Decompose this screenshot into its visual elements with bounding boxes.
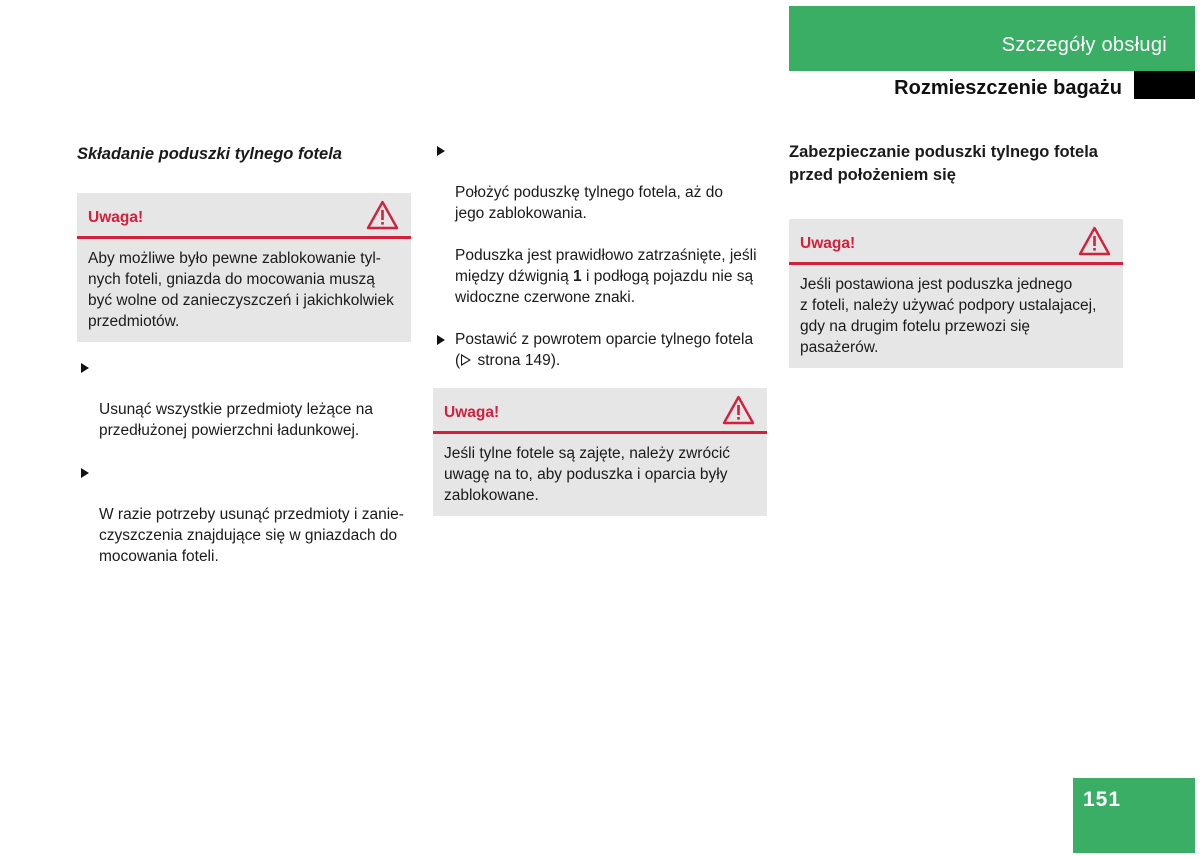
warning-box bbox=[789, 219, 1123, 368]
paragraph-text: Poduszka jest prawidłowo zatrzaśnięte, jeśli między dźwignią bbox=[455, 247, 757, 285]
section-title: Rozmieszczenie bagażu bbox=[894, 77, 1122, 99]
warning-header bbox=[77, 193, 411, 239]
warning-triangle-icon bbox=[722, 395, 755, 425]
list-item bbox=[433, 140, 767, 224]
column-1 bbox=[77, 140, 411, 567]
warning-text: Jeśli postawiona jest poduszka jednego z foteli, należy używać podpory ustalajacej, gdy na drugim fotelu przewozi się pasażerów. bbox=[800, 276, 1097, 356]
callout-number: 1 bbox=[573, 268, 582, 285]
list-item-text: Usunąć wszystkie przedmioty leżące na przedłużonej powierzchni ładunkowej. bbox=[99, 401, 373, 439]
warning-box bbox=[77, 193, 411, 342]
list-item bbox=[77, 462, 411, 567]
page-ref-open: ( bbox=[455, 352, 461, 369]
warning-label: Uwaga! bbox=[444, 404, 500, 421]
warning-box bbox=[433, 388, 767, 516]
paragraph bbox=[433, 245, 767, 308]
warning-triangle-icon bbox=[1078, 226, 1111, 256]
warning-text: Jeśli tylne fotele są zajęte, należy zwrócić uwagę na to, aby poduszka i oparcia były zablokowane. bbox=[444, 445, 731, 504]
bullet-arrow-icon bbox=[437, 335, 445, 345]
warning-header bbox=[789, 219, 1123, 265]
page-number-box bbox=[1073, 778, 1195, 853]
column-2 bbox=[433, 140, 767, 516]
column-3 bbox=[789, 140, 1123, 368]
bullet-arrow-icon bbox=[437, 146, 445, 156]
bullet-arrow-icon bbox=[81, 363, 89, 373]
section-heading: Składanie poduszki tylnego fotela bbox=[77, 145, 342, 163]
list-item-text: W razie potrzeby usunąć przedmioty i zanie- czyszczenia znajdujące się w gniazdach do mocowania foteli. bbox=[99, 506, 404, 565]
warning-triangle-icon bbox=[366, 200, 399, 230]
list-item bbox=[77, 357, 411, 441]
paragraph-text: i podłogą pojazdu nie są widoczne czerwone znaki. bbox=[455, 268, 754, 306]
page-reference-link[interactable]: strona 149). bbox=[473, 352, 561, 369]
chapter-header bbox=[789, 6, 1195, 71]
warning-text: Aby możliwe było pewne zablokowanie tyl- nych foteli, gniazda do mocowania muszą być wolne od zanieczyszczeń i jakichkolwiek przedmiotów. bbox=[88, 250, 394, 330]
warning-label: Uwaga! bbox=[88, 209, 144, 226]
warning-header bbox=[433, 388, 767, 434]
bullet-arrow-icon bbox=[81, 468, 89, 478]
warning-label: Uwaga! bbox=[800, 235, 856, 252]
chapter-title: Szczegóły obsługi bbox=[1001, 34, 1167, 56]
list-item-text: Postawić z powrotem oparcie tylnego fotela bbox=[455, 331, 754, 348]
page-number: 151 bbox=[1083, 788, 1122, 811]
section-heading: Zabezpieczanie poduszki tylnego fotela przed położeniem się bbox=[789, 143, 1098, 184]
list-item-text: Położyć poduszkę tylnego fotela, aż do jego zablokowania. bbox=[455, 184, 723, 222]
section-marker-bar bbox=[1134, 71, 1195, 99]
page-reference-icon bbox=[461, 354, 471, 366]
list-item bbox=[433, 329, 767, 371]
